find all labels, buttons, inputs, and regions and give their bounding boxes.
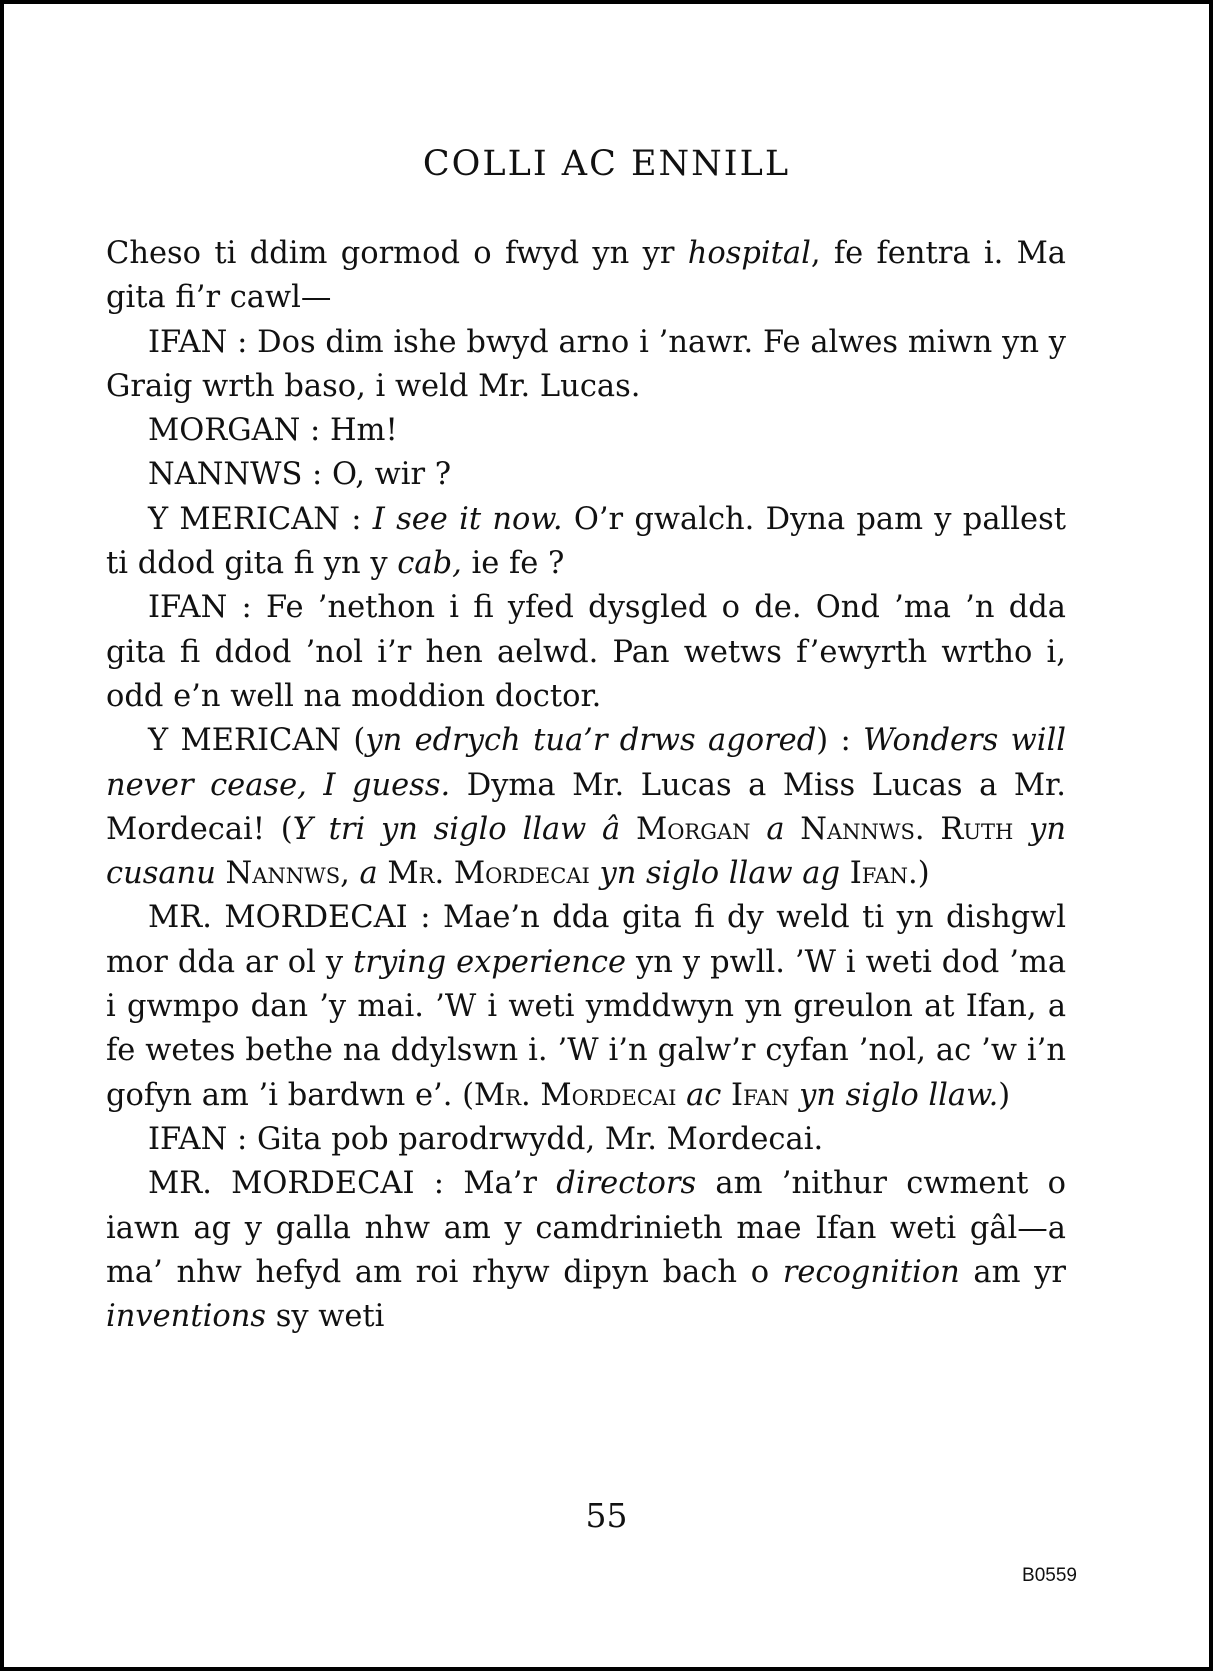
text-run: yn siglo llaw ag — [589, 856, 850, 892]
text-run: yn y pwll. ’W i weti dod ’ma i gwmpo dan ’y mai. ’W i weti ymddwyn yn greulon at Ifan, a fe wetes bethe na ddylswn i. ’W i’n galw’r cyfan ’nol, ac ’w i’n gofyn am ’i bardwn e’. ( — [106, 944, 1066, 1113]
text-run: Nannws. — [800, 811, 925, 847]
paragraph — [106, 896, 1066, 1117]
text-run: Cheso ti ddim gormod o fwyd yn yr — [106, 236, 688, 271]
text-run: I see it now. — [372, 501, 563, 537]
page-number: 55 — [585, 1496, 628, 1535]
text-run: yn siglo llaw. — [789, 1077, 999, 1113]
paragraph — [106, 453, 1066, 497]
text-run: Ifan — [731, 1077, 790, 1113]
text-run: MR. MORDECAI : Mae’n dda gita fi dy weld ti yn dishgwl mor dda ar ol y — [106, 900, 1066, 980]
text-run: Nannws, — [225, 856, 350, 892]
text-run: O’r gwalch. Dyna pam y pallest ti ddod gita fi yn y — [106, 501, 1066, 582]
text-run: ) — [998, 1077, 1011, 1113]
text-run: yn edrych tua’r drws agored — [365, 723, 817, 759]
paragraph — [106, 586, 1066, 719]
text-run: Y MERICAN ( — [148, 723, 366, 759]
text-run: directors — [556, 1166, 697, 1202]
paragraph — [106, 719, 1066, 896]
text-run: ie fe ? — [461, 546, 565, 582]
paragraph — [106, 1162, 1066, 1339]
text-run: Mr. Mordecai — [387, 856, 590, 892]
text-run: a — [750, 811, 801, 847]
text-run: MR. MORDECAI : Ma’r — [148, 1166, 557, 1202]
text-run: cab, — [397, 546, 462, 582]
text-run: inventions — [106, 1299, 266, 1335]
text-run: recognition — [782, 1254, 960, 1290]
text-run: Ruth — [940, 811, 1014, 847]
text-run: MORGAN : Hm! — [148, 413, 398, 449]
text-run: yn cusanu — [106, 811, 1066, 892]
text-run: Wonders will never cease, I guess. — [106, 723, 1067, 803]
running-head: COLLI AC ENNILL — [422, 144, 791, 184]
text-run: trying experience — [353, 944, 627, 980]
text-run: Mr. Mordecai — [473, 1077, 677, 1113]
text-run: hospital — [687, 236, 811, 271]
text-run: Morgan — [635, 811, 751, 847]
text-run: ) : — [816, 723, 864, 759]
body-text — [106, 232, 1066, 1339]
text-run — [925, 812, 941, 847]
text-run: sy weti — [266, 1299, 385, 1335]
text-run: Y tri yn siglo llaw â — [292, 811, 636, 847]
paragraph — [106, 409, 1066, 453]
text-run: IFAN : Dos dim ishe bwyd arno i ’nawr. Fe alwes miwn yn y Graig wrth baso, i weld Mr. Lucas. — [106, 324, 1066, 404]
paragraph — [106, 1118, 1066, 1162]
paragraph — [106, 498, 1066, 587]
text-run: Ifan. — [849, 856, 918, 892]
text-run: am yr — [959, 1254, 1066, 1290]
text-run: Y MERICAN : — [148, 501, 373, 537]
text-run: NANNWS : O, wir ? — [148, 457, 452, 493]
text-run: IFAN : Fe ’nethon i fi yfed dysgled o de. Ond ’ma ’n dda gita fi ddod ’nol i’r hen aelwd. Pan wetws f’ewyrth wrtho i, odd e’n well na moddion doctor. — [106, 590, 1066, 714]
text-run: Dyma Mr. Lucas a Miss Lucas a Mr. Mordecai! ( — [106, 767, 1066, 847]
paragraph — [106, 321, 1066, 410]
text-run: a — [349, 856, 388, 892]
text-run: IFAN : Gita pob parodrwydd, Mr. Mordecai. — [148, 1121, 824, 1157]
text-run: am ’nithur cwment o iawn ag y galla nhw am y camdrinieth mae Ifan weti gâl—a ma’ nhw hefyd am roi rhyw dipyn bach o — [106, 1166, 1066, 1290]
text-run: ac — [676, 1077, 732, 1113]
text-run: ) — [917, 856, 930, 892]
paragraph — [106, 232, 1066, 321]
text-run: , fe fentra i. Ma gita fi’r cawl— — [106, 236, 1066, 316]
archive-code: B0559 — [1022, 1565, 1077, 1586]
